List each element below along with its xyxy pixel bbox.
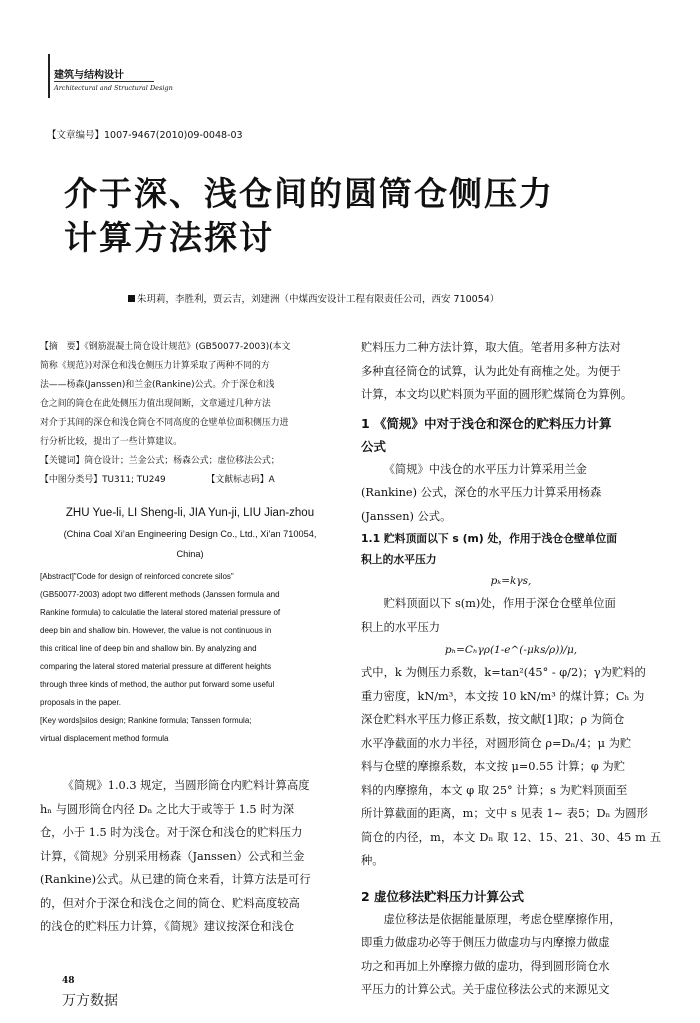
body-line: 贮料压力二种方法计算，取大值。笔者用多种方法对 [361,341,621,354]
body-line: 虚位移法是依据能量原理，考虑仓壁摩擦作用， [383,912,621,926]
document-code: 【文献标志码】A [206,475,275,485]
body-line: 积上的水平压力 [361,620,441,634]
body-line: 筒仓的内径，m，本文 Dₙ 取 12、15、21、30、45 m 五种。 [361,830,661,867]
abstract-en-line: [Abstract]"Code for design of reinforced concrete silos" [40,572,234,581]
paper-title [64,172,554,260]
abstract-en-line: Rankine formula) to calculatie the lateral stored material pressure of [40,608,281,617]
section-2-heading: 2 虚位移法贮料压力计算公式 [361,888,525,904]
header-vertical-rule [48,54,50,98]
abstract-en-line: proposals in the paper. [40,698,121,707]
body-line: 的浅仓的贮料压力计算，《简规》建议按深仓和浅仓 [40,920,295,933]
watermark: 万方数据 [62,993,118,1009]
keywords-en-line: [Key words]silos design; Rankine formula; Tanssen formula; [40,716,252,725]
abstract-en-line: this critical line of deep bin and shallow bin. By analyzing and [40,644,257,653]
section-2-text [361,908,661,1002]
body-line: 所计算截面的距离，m；文中 s 见表 1~ 表5；Dₙ 为圆形 [361,807,648,820]
keywords-cn: 【关键词】筒仓设计；兰金公式；杨森公式；虚位移法公式； [40,456,280,466]
body-line: 的，但对介于深仓和浅仓之间的筒仓、贮料高度较高 [40,896,300,910]
heading-line: 公式 [361,438,387,454]
heading-line: 1 《简规》中对于浅仓和深仓的贮料压力计算 [361,415,612,431]
body-line: 功之和再加上外摩擦力做的虚功，得到圆形筒仓水 [361,959,610,973]
body-line: 多种直径筒仓的试算，认为此处有商榷之处。为便于 [361,364,621,378]
body-line: (Rankine)公式。从已建的筒仓来看，计算方法是可行 [40,873,311,886]
right-column [361,336,661,1002]
body-line: 水平净截面的水力半径，对圆形筒仓 ρ=Dₙ/4；μ 为贮 [361,736,632,750]
title-line-2: 计算方法探讨 [64,218,274,257]
abstract-cn-line: 【摘 要】《钢筋混凝土筒仓设计规范》(GB50077-2003)(本文 [40,342,291,352]
en-affiliation-1: (China Coal Xi’an Engineering Design Co., Ltd., Xi’an 710054, [63,529,317,539]
body-line: (Rankine) 公式，深仓的水平压力计算采用杨森 [361,486,602,499]
left-column [40,338,340,939]
page-number: 48 [62,976,75,986]
right-intro [361,336,661,407]
body-line: 重力密度，kN/m³，本文按 10 kN/m³ 的煤计算；Cₕ 为 [361,689,645,703]
square-bullet-icon [128,295,135,302]
section-1-text [361,458,661,529]
abstract-en [40,568,340,748]
body-line: 计算，《简规》分别采用杨森（Janssen）公式和兰金 [40,849,305,863]
body-line: 料与仓壁的摩擦系数，本文按 μ=0.55 计算；φ 为贮 [361,760,625,773]
abstract-cn-line: 对介于其间的深仓和浅仓筒仓不同高度的仓壁单位面积侧压力进 [40,418,289,428]
definitions-text [361,661,661,873]
en-affiliation-2: China) [176,549,204,559]
body-line: 《简规》中浅仓的水平压力计算采用兰金 [383,462,587,476]
journal-underline [54,81,154,82]
classification-row [40,471,340,490]
body-line: 即重力做虚功必等于侧压力做虚功与内摩擦力做虚 [361,936,610,949]
body-line: 深仓贮料水平压力修正系数，按文献[1]取；ρ 为筒仓 [361,713,625,726]
body-line: 贮料顶面以下 s(m)处，作用于深仓仓壁单位面 [383,597,616,610]
abstract-cn [40,338,340,490]
authors-text: 朱玥莉，李胜利，贾云吉，刘建洲（中煤西安设计工程有限责任公司，西安 710054） [137,294,500,305]
abstract-cn-line: 仓之间的筒仓在此处侧压力值出现间断，文章通过几种方法 [40,399,271,409]
heading-line: 1.1 贮料顶面以下 s (m) 处，作用于浅仓仓壁单位面 [361,532,618,545]
section-1-heading [361,412,661,458]
clc-number: 【中图分类号】TU311; TU249 [40,475,166,485]
abstract-en-line: comparing the lateral stored material pressure at different heights [40,662,272,671]
abstract-cn-line: 法——杨森(Janssen)和兰金(Rankine)公式。介于深仓和浅 [40,380,275,390]
left-body-text [40,774,340,939]
subsection-1-1-text [361,592,661,639]
body-line: 平压力的计算公式。关于虚位移法公式的来源见文 [361,983,610,996]
abstract-en-line: (GB50077-2003) adopt two different methods (Janssen formula and [40,590,280,599]
body-line: 料的内摩擦角，本文 φ 取 25° 计算；s 为贮料顶面至 [361,783,628,797]
authors [128,291,499,305]
formula-janssen: pₕ=Cₕγρ(1-e^(-μks/ρ))/μ, [444,644,578,656]
heading-line: 积上的水平压力 [361,553,437,566]
abstract-cn-line: 简称《规范》)对深仓和浅仓侧压力计算采取了两种不同的方 [40,361,270,371]
title-line-1: 介于深、浅仓间的圆筒仓侧压力 [64,174,554,213]
body-line: 仓，小于 1.5 时为浅仓。对于深仓和浅仓的贮料压力 [40,826,303,839]
formula-rankine: pₖ=kγs, [490,575,532,587]
subsection-1-1-heading [361,528,661,570]
body-line: 《简规》1.0.3 规定，当圆形筒仓内贮料计算高度 [62,779,310,792]
body-line: 式中，k 为侧压力系数，k=tan²(45° - φ/2)；γ为贮料的 [361,666,646,679]
abstract-cn-line: 行分析比较，提出了一些计算建议。 [40,437,182,447]
en-authors: ZHU Yue-li, LI Sheng-li, JIA Yun-ji, LIU Jian-zhou [65,507,315,519]
keywords-en-line: virtual displacement method formula [40,734,169,743]
article-number: 【文章编号】1007-9467(2010)09-0048-03 [47,130,243,141]
abstract-en-line: through three kinds of method, the author put forward some useful [40,680,275,689]
journal-name-en: Architectural and Structural Design [54,84,173,92]
journal-name-cn: 建筑与结构设计 [54,70,124,81]
abstract-en-line: deep bin and shallow bin. However, the value is not continuous in [40,626,272,635]
body-line: hₙ 与圆形筒仓内径 Dₙ 之比大于或等于 1.5 时为深 [40,802,295,816]
body-line: 计算，本文均以贮料顶为平面的圆形贮煤筒仓为算例。 [361,388,633,401]
body-line: (Janssen) 公式。 [361,509,452,523]
